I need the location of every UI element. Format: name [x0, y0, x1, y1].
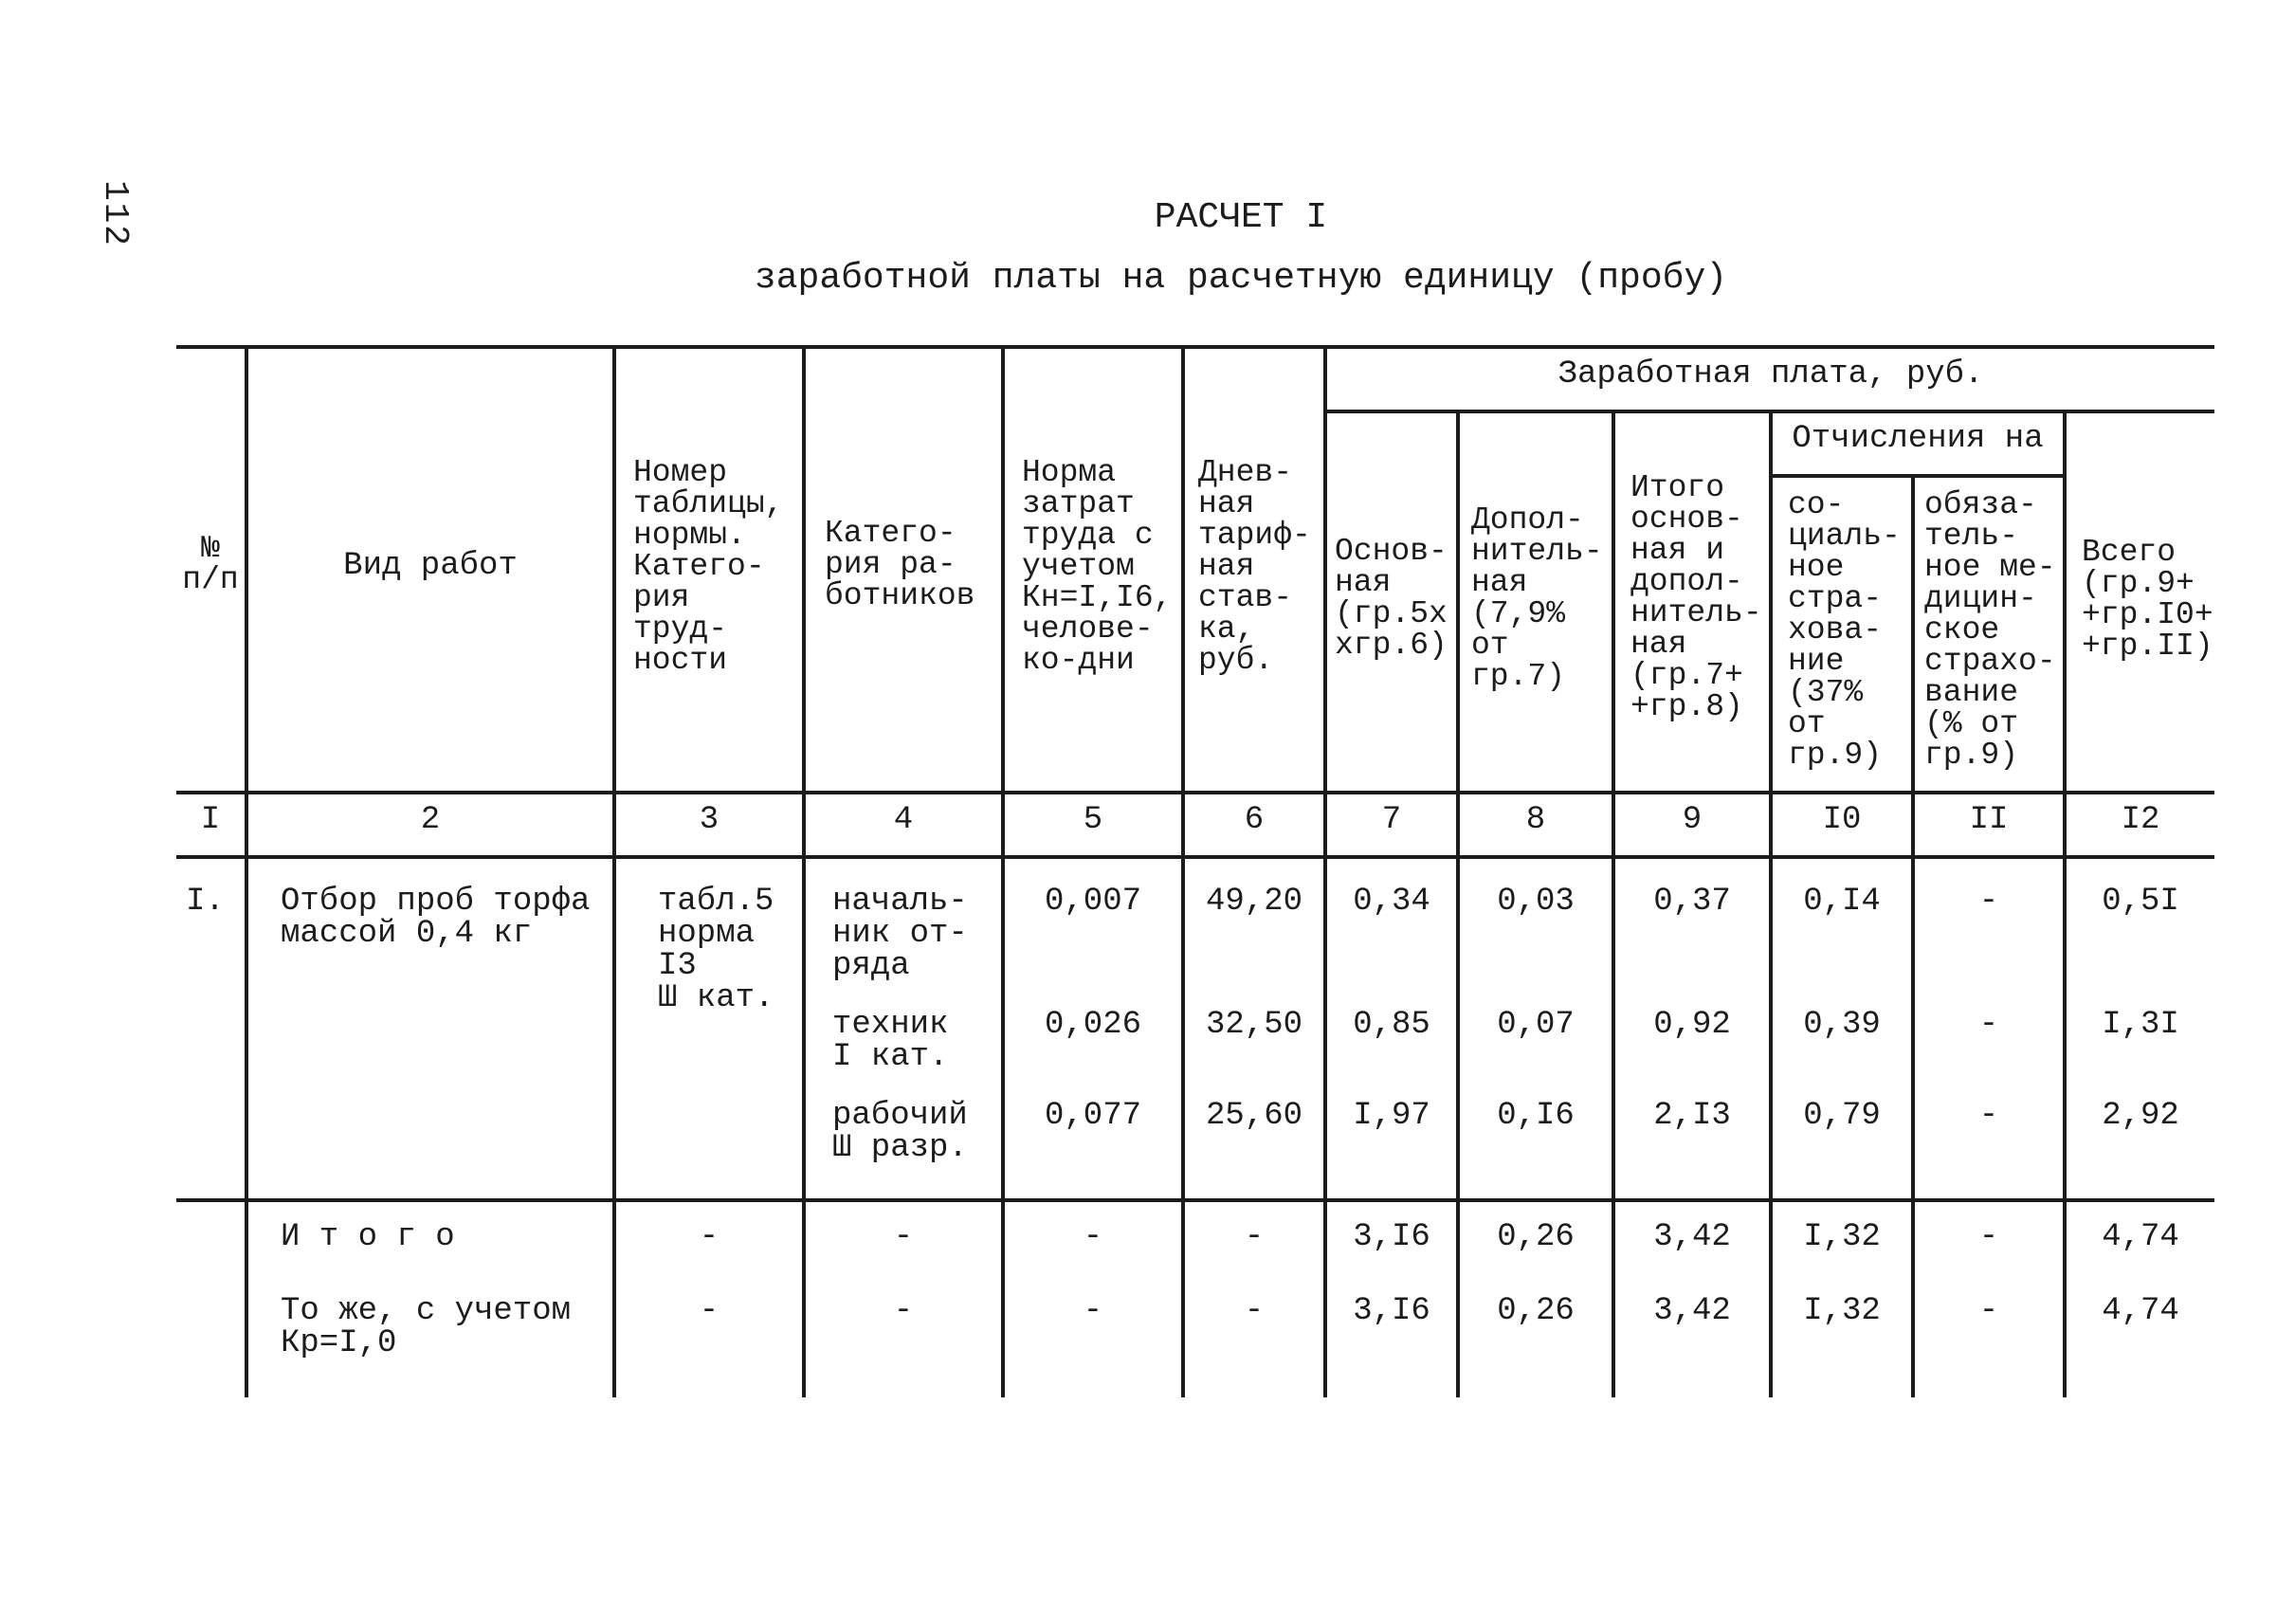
table-top-rule: [176, 345, 2214, 349]
page-number: 112: [95, 180, 135, 247]
additional-salary-value: 0,03: [1497, 884, 1575, 920]
column-number: 5: [1083, 802, 1103, 838]
total-salary-value: 2,I3: [1653, 1098, 1731, 1134]
grand-total-value: 0,5I: [2102, 884, 2179, 920]
header-number: № п/п: [182, 531, 239, 597]
deductions-header-rule: [1771, 474, 2065, 478]
medical-insurance-value: -: [1978, 1293, 1999, 1329]
daily-rate-value: 25,60: [1205, 1098, 1303, 1134]
column-number: 6: [1244, 802, 1265, 838]
column-number: 8: [1525, 802, 1546, 838]
basic-salary-value: I,97: [1353, 1098, 1430, 1134]
medical-insurance-value: -: [1978, 1007, 1999, 1043]
totals-rule: [176, 1198, 2214, 1202]
grand-total-value: I,3I: [2102, 1007, 2179, 1043]
table-norm-value: -: [699, 1219, 719, 1255]
table-norm-value: -: [699, 1293, 719, 1329]
daily-rate-value: -: [1244, 1293, 1265, 1329]
header-total-salary: Итого основ- ная и допол- нитель- ная (гр.7+ +гр.8): [1630, 470, 1762, 724]
page-title: РАСЧЕТ I: [1154, 197, 1328, 238]
header-grand-total: Всего (гр.9+ +гр.I0+ +гр.II): [2082, 535, 2213, 664]
labor-norm-value: -: [1083, 1219, 1103, 1255]
social-insurance-value: 0,79: [1803, 1098, 1881, 1134]
basic-salary-value: 0,34: [1353, 884, 1430, 920]
total-label: И т о г о: [281, 1219, 455, 1255]
worker-category-value: -: [893, 1293, 914, 1329]
total-salary-value: 3,42: [1653, 1219, 1731, 1255]
additional-salary-value: 0,07: [1497, 1007, 1575, 1043]
additional-salary-value: 0,I6: [1497, 1098, 1575, 1134]
column-number: I0: [1822, 802, 1862, 838]
daily-rate-value: 49,20: [1205, 884, 1303, 920]
table-norm: табл.5 норма I3 Ш кат.: [658, 884, 774, 1016]
header-deductions-group: Отчисления на: [1792, 421, 2044, 457]
header-work-type: Вид работ: [343, 548, 518, 584]
header-basic-salary: Основ- ная (гр.5х хгр.6): [1335, 534, 1448, 663]
labor-norm-value: 0,077: [1044, 1098, 1142, 1134]
total-salary-value: 3,42: [1653, 1293, 1731, 1329]
additional-salary-value: 0,26: [1497, 1219, 1575, 1255]
header-worker-category: Катего- рия ра- ботников: [825, 516, 975, 613]
header-medical-insurance: обяза- тель- ное ме- дицин- ское страхо- вание (% от гр.9): [1924, 487, 2056, 773]
medical-insurance-value: -: [1978, 1098, 1999, 1134]
total-with-coefficient-label: То же, с учетом Кр=I,0: [281, 1293, 572, 1361]
labor-norm-value: 0,007: [1044, 884, 1142, 920]
social-insurance-value: I,32: [1803, 1293, 1881, 1329]
social-insurance-value: 0,39: [1803, 1007, 1881, 1043]
medical-insurance-value: -: [1978, 1219, 1999, 1255]
worker-category: началь- ник от- ряда: [832, 884, 968, 984]
header-additional-salary: Допол- нитель- ная (7,9% от гр.7): [1471, 502, 1603, 694]
header-bottom-rule: [176, 791, 2214, 794]
basic-salary-value: 3,I6: [1353, 1293, 1430, 1329]
col-divider: [245, 345, 248, 1397]
column-number: II: [1969, 802, 2009, 838]
labor-norm-value: -: [1083, 1293, 1103, 1329]
social-insurance-value: 0,I4: [1803, 884, 1881, 920]
worker-category-value: -: [893, 1219, 914, 1255]
header-salary-group: Заработная плата, руб.: [1557, 356, 1984, 392]
social-insurance-value: I,32: [1803, 1219, 1881, 1255]
basic-salary-value: 3,I6: [1353, 1219, 1430, 1255]
daily-rate-value: -: [1244, 1219, 1265, 1255]
col-divider: [1911, 474, 1915, 1397]
work-type: Отбор проб торфа массой 0,4 кг: [281, 884, 591, 952]
medical-insurance-value: -: [1978, 884, 1999, 920]
labor-norm-value: 0,026: [1044, 1007, 1142, 1043]
row-number: I.: [186, 884, 225, 920]
header-table-norm: Номер таблицы, нормы. Катего- рия труд- ности: [633, 455, 784, 678]
grand-total-value: 4,74: [2102, 1219, 2179, 1255]
daily-rate-value: 32,50: [1205, 1007, 1303, 1043]
column-number: 7: [1381, 802, 1402, 838]
header-labor-norm: Норма затрат труда с учетом Кн=I,I6, челове- ко-дни: [1022, 455, 1173, 678]
header-daily-rate: Днев- ная тариф- ная став- ка, руб.: [1198, 455, 1311, 678]
basic-salary-value: 0,85: [1353, 1007, 1430, 1043]
grand-total-value: 4,74: [2102, 1293, 2179, 1329]
column-numbers-rule: [176, 855, 2214, 859]
header-social-insurance: со- циаль- ное стра- хова- ние (37% от гр.9): [1788, 487, 1901, 773]
worker-category: рабочий Ш разр.: [832, 1098, 968, 1166]
page-subtitle: заработной платы на расчетную единицу (пробу): [754, 258, 1728, 299]
column-number: I: [200, 802, 221, 838]
total-salary-value: 0,37: [1653, 884, 1731, 920]
column-number: 2: [420, 802, 441, 838]
total-salary-value: 0,92: [1653, 1007, 1731, 1043]
column-number: I2: [2121, 802, 2160, 838]
column-number: 4: [893, 802, 914, 838]
column-number: 3: [699, 802, 719, 838]
column-number: 9: [1682, 802, 1703, 838]
additional-salary-value: 0,26: [1497, 1293, 1575, 1329]
grand-total-value: 2,92: [2102, 1098, 2179, 1134]
worker-category: техник I кат.: [832, 1007, 949, 1075]
